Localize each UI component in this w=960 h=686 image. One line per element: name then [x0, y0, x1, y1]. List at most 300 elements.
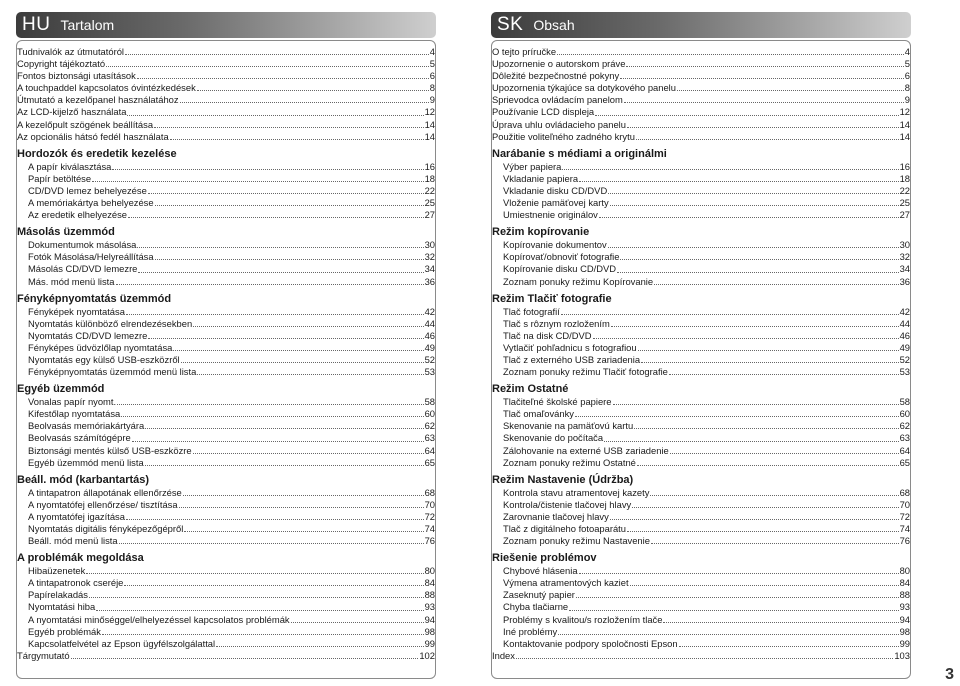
toc-entry-page: 44 — [899, 317, 910, 329]
toc-entry-page: 22 — [899, 184, 910, 196]
toc-entry-page: 64 — [424, 444, 435, 456]
toc-entry-page: 14 — [899, 130, 910, 142]
dot-leader — [599, 217, 899, 218]
toc-entry[interactable] — [492, 511, 910, 523]
toc-entry-title: Tlač fotografií — [503, 305, 560, 317]
toc-entry[interactable] — [17, 432, 435, 444]
toc-entry[interactable] — [492, 523, 910, 535]
toc-entry-title: Fényképek nyomtatása — [28, 305, 125, 317]
toc-entry-title: Papír betöltése — [28, 172, 92, 184]
toc-section-heading[interactable]: Narábanie s médiami a originálmi — [492, 147, 667, 160]
toc-entry[interactable] — [17, 209, 435, 221]
toc-entry-page: 12 — [424, 106, 435, 118]
toc-entry[interactable] — [17, 420, 435, 432]
toc-entry[interactable] — [17, 239, 435, 251]
toc-entry-title: Používanie LCD displeja — [492, 106, 595, 118]
toc-entry-page: 5 — [904, 58, 910, 70]
dot-leader — [611, 326, 899, 327]
toc-entry[interactable] — [17, 131, 435, 143]
toc-entry-title: Fényképes üdvözlőlap nyomtatása — [28, 341, 173, 353]
dot-leader — [92, 181, 424, 182]
toc-entry-title: Upozornenie o autorskom práve — [492, 58, 626, 70]
toc-entry-page: 53 — [424, 366, 435, 378]
dot-leader — [180, 102, 429, 103]
dot-leader — [125, 54, 429, 55]
toc-entry-page: 36 — [899, 275, 910, 287]
language-code: HU — [22, 14, 51, 35]
toc-entry-title: Kapcsolatfelvétel az Epson ügyfélszolgálattal — [28, 637, 216, 649]
dot-leader — [638, 350, 899, 351]
toc-entry[interactable] — [492, 306, 910, 318]
toc-entry-page: 52 — [424, 353, 435, 365]
dot-leader — [71, 658, 419, 659]
dot-leader — [137, 78, 429, 79]
toc-entry[interactable] — [17, 650, 435, 662]
toc-entry[interactable] — [492, 354, 910, 366]
toc-section-heading[interactable]: Másolás üzemmód — [17, 226, 115, 239]
toc-entry-page: 98 — [424, 625, 435, 637]
toc-entry-title: Nyomtatás digitális fényképezőgépről — [28, 523, 184, 534]
toc-entry[interactable] — [17, 70, 435, 82]
toc-entry-title: Tlač s rôznym rozložením — [503, 317, 610, 329]
toc-entry-page: 84 — [899, 577, 910, 589]
toc-entry[interactable] — [17, 601, 435, 613]
toc-entry[interactable] — [492, 276, 910, 288]
toc-entry[interactable] — [492, 82, 910, 94]
toc-box-hu — [16, 40, 436, 679]
toc-entry[interactable] — [492, 535, 910, 547]
toc-section-heading[interactable]: Režim Ostatné — [492, 383, 569, 396]
toc-entry-page: 6 — [904, 70, 910, 82]
toc-entry[interactable] — [492, 106, 910, 118]
dot-leader — [173, 350, 423, 351]
toc-entry-page: 46 — [899, 329, 910, 341]
toc-entry-page: 68 — [424, 486, 435, 498]
toc-entry-title: Kontrola stavu atramentovej kazety — [503, 486, 650, 498]
toc-entry-page: 80 — [424, 565, 435, 577]
dot-leader — [679, 646, 899, 647]
dot-leader — [569, 610, 898, 611]
toc-entry-title: A kezelőpult szögének beállítása — [17, 118, 154, 130]
toc-entry[interactable] — [17, 342, 435, 354]
dot-leader — [636, 139, 899, 140]
toc-entry[interactable] — [492, 614, 910, 626]
dot-leader — [516, 658, 893, 659]
dot-leader — [608, 193, 898, 194]
toc-entry-page: 30 — [899, 239, 910, 251]
toc-entry[interactable] — [492, 499, 910, 511]
toc-entry-title: A papír kiválasztása — [28, 160, 112, 172]
toc-entry-page: 16 — [424, 160, 435, 172]
dot-leader — [112, 169, 423, 170]
toc-entry-title: Kifestőlap nyomtatása — [28, 408, 121, 420]
toc-entry[interactable] — [492, 565, 910, 577]
toc-entry[interactable] — [492, 173, 910, 185]
dot-leader — [154, 127, 424, 128]
toc-entry-page: 93 — [899, 601, 910, 613]
toc-entry-title: Zoznam ponuky režimu Tlačiť fotografie — [503, 366, 668, 378]
toc-entry-page: 60 — [899, 408, 910, 420]
dot-leader — [89, 597, 424, 598]
toc-entry-page: 64 — [899, 444, 910, 456]
toc-entry-page: 63 — [424, 432, 435, 444]
toc-entry-title: Más. mód menü lista — [28, 275, 115, 287]
toc-entry-page: 93 — [424, 601, 435, 613]
toc-entry-page: 68 — [899, 486, 910, 498]
toc-entry[interactable] — [17, 589, 435, 601]
toc-entry[interactable] — [17, 396, 435, 408]
toc-entry-title: Zálohovanie na externé USB zariadenie — [503, 444, 669, 456]
toc-entry-page: 8 — [904, 82, 910, 94]
toc-entry[interactable] — [17, 445, 435, 457]
toc-entry-title: Beáll. mód menü lista — [28, 535, 118, 547]
dot-leader — [575, 416, 899, 417]
toc-section-heading[interactable]: Egyéb üzemmód — [17, 383, 105, 396]
toc-entry-title: Tárgymutató — [17, 649, 70, 661]
toc-entry-title: Vloženie pamäťovej karty — [503, 197, 609, 209]
toc-entry-page: 62 — [424, 420, 435, 432]
toc-entry-page: 52 — [899, 353, 910, 365]
toc-entry-title: Vonalas papír nyomt. — [28, 396, 117, 408]
toc-entry-title: Az LCD-kijelző használata — [17, 106, 127, 118]
toc-entry[interactable] — [17, 263, 435, 275]
toc-entry-page: 99 — [424, 637, 435, 649]
toc-entry[interactable] — [492, 318, 910, 330]
toc-entry-title: Tudnivalók az útmutatóról — [17, 46, 124, 57]
toc-column-sk — [491, 12, 911, 679]
toc-entry[interactable] — [492, 185, 910, 197]
toc-entry-page: 25 — [424, 197, 435, 209]
toc-entry[interactable] — [492, 94, 910, 106]
toc-entry[interactable] — [17, 106, 435, 118]
dot-leader — [620, 259, 898, 260]
dot-leader — [197, 374, 423, 375]
toc-entry-page: 98 — [899, 625, 910, 637]
toc-entry[interactable] — [492, 131, 910, 143]
toc-entry[interactable] — [492, 58, 910, 70]
dot-leader — [624, 102, 904, 103]
toc-entry[interactable] — [492, 650, 910, 662]
toc-entry-title: Másolás CD/DVD lemezre — [28, 263, 138, 275]
dot-leader — [677, 90, 904, 91]
toc-entry-title: Skenovanie do počítača — [503, 432, 604, 444]
toc-entry[interactable] — [492, 263, 910, 275]
toc-entry-page: 34 — [424, 263, 435, 275]
toc-entry-page: 76 — [899, 535, 910, 547]
toc-entry-title: Biztonsági mentés külső USB-eszközre — [28, 444, 192, 456]
toc-entry[interactable] — [17, 161, 435, 173]
toc-entry-title: Zoznam ponuky režimu Kopírovanie — [503, 275, 654, 287]
dot-leader — [670, 453, 899, 454]
toc-entry-title: Skenovanie na pamäťovú kartu — [503, 420, 634, 432]
toc-entry-page: 74 — [899, 523, 910, 534]
toc-entry-page: 32 — [424, 251, 435, 263]
toc-entry[interactable] — [17, 487, 435, 499]
toc-entry-title: Kontaktovanie podpory spoločnosti Epson — [503, 637, 678, 649]
toc-entry[interactable] — [17, 626, 435, 638]
toc-entry-title: Výber papiera — [503, 160, 562, 172]
toc-entry-page: 102 — [419, 649, 435, 661]
toc-entry-page: 4 — [904, 46, 910, 57]
toc-entry-title: A nyomtatási minőséggel/elhelyezéssel kapcsolatos problémák — [28, 613, 290, 625]
toc-entry-title: Chyba tlačiarne — [503, 601, 569, 613]
dot-leader — [148, 193, 424, 194]
toc-entry-title: Tlačiteľné školské papiere — [503, 396, 612, 408]
toc-entry[interactable] — [492, 487, 910, 499]
toc-entry-page: 5 — [429, 58, 435, 70]
toc-list-sk — [492, 46, 910, 662]
toc-entry-title: Az opcionális hátsó fedél használata — [17, 130, 169, 142]
toc-entry-page: 88 — [424, 589, 435, 601]
toc-entry-title: A tintapatronok cseréje — [28, 577, 124, 589]
toc-entry-page: 27 — [899, 209, 910, 221]
toc-entry-title: O tejto príručke — [492, 46, 557, 57]
toc-entry-title: Zaseknutý papier — [503, 589, 575, 601]
toc-entry-page: 8 — [429, 82, 435, 94]
toc-entry[interactable] — [492, 197, 910, 209]
dot-leader — [132, 441, 424, 442]
dot-leader — [124, 585, 423, 586]
dot-leader — [632, 507, 898, 508]
toc-entry[interactable] — [17, 614, 435, 626]
toc-entry-page: 18 — [899, 172, 910, 184]
toc-entry-title: Egyéb üzemmód menü lista — [28, 456, 144, 468]
toc-entry[interactable] — [17, 366, 435, 378]
dot-leader — [669, 374, 899, 375]
toc-box-sk — [491, 40, 911, 679]
toc-entry[interactable] — [17, 306, 435, 318]
toc-entry[interactable] — [17, 185, 435, 197]
toc-entry-page: 65 — [899, 456, 910, 468]
dot-leader — [193, 453, 424, 454]
toc-entry-title: Tlač z digitálneho fotoaparátu — [503, 523, 626, 534]
dot-leader — [626, 66, 903, 67]
toc-entry-page: 6 — [429, 70, 435, 82]
toc-entry-title: Sprievodca ovládacím panelom — [492, 94, 623, 106]
toc-entry-title: Chybové hlásenia — [503, 565, 578, 577]
toc-entry-page: 70 — [899, 498, 910, 510]
toc-header-hu — [16, 12, 436, 38]
toc-entry-page: 94 — [899, 613, 910, 625]
toc-entry-page: 103 — [894, 649, 910, 661]
dot-leader — [291, 622, 424, 623]
toc-header-sk — [491, 12, 911, 38]
toc-entry-page: 76 — [424, 535, 435, 547]
toc-entry-title: Copyright tájékoztató — [17, 58, 106, 70]
toc-entry-title: Nyomtatási hiba — [28, 601, 96, 613]
toc-entry-title: Dokumentumok másolása — [28, 239, 137, 251]
toc-entry-title: Upozornenia týkajúce sa dotykového panelu — [492, 82, 676, 94]
toc-entry-page: 84 — [424, 577, 435, 589]
toc-entry[interactable] — [17, 523, 435, 535]
toc-entry-page: 62 — [899, 420, 910, 432]
page-number: 3 — [945, 666, 954, 683]
dot-leader — [137, 247, 423, 248]
toc-entry[interactable] — [492, 408, 910, 420]
toc-entry-title: Vkladanie disku CD/DVD — [503, 184, 608, 196]
toc-entry[interactable] — [492, 396, 910, 408]
dot-leader — [193, 326, 423, 327]
toc-entry[interactable] — [17, 173, 435, 185]
toc-entry-page: 60 — [424, 408, 435, 420]
toc-title: Obsah — [533, 17, 575, 33]
toc-entry-page: 58 — [424, 396, 435, 408]
toc-entry-title: Fontos biztonsági utasítások — [17, 70, 136, 82]
toc-entry-page: 80 — [899, 565, 910, 577]
toc-entry-page: 25 — [899, 197, 910, 209]
toc-entry-page: 4 — [429, 46, 435, 57]
toc-entry[interactable] — [492, 239, 910, 251]
toc-entry[interactable] — [492, 119, 910, 131]
toc-entry[interactable] — [17, 330, 435, 342]
toc-entry[interactable] — [17, 46, 435, 58]
toc-entry-page: 27 — [424, 209, 435, 221]
dot-leader — [96, 610, 423, 611]
toc-entry[interactable] — [17, 457, 435, 469]
dot-leader — [145, 428, 423, 429]
toc-section-heading[interactable]: Režim kopírovanie — [492, 226, 590, 239]
toc-entry[interactable] — [492, 626, 910, 638]
toc-entry[interactable] — [17, 511, 435, 523]
toc-entry-page: 53 — [899, 366, 910, 378]
toc-entry[interactable] — [17, 354, 435, 366]
toc-entry[interactable] — [492, 46, 910, 58]
toc-entry-page: 99 — [899, 637, 910, 649]
toc-entry-page: 46 — [424, 329, 435, 341]
toc-entry-title: Zoznam ponuky režimu Nastavenie — [503, 535, 650, 547]
toc-entry[interactable] — [17, 119, 435, 131]
toc-entry-page: 63 — [899, 432, 910, 444]
toc-entry[interactable] — [17, 197, 435, 209]
dot-leader — [170, 139, 424, 140]
dot-leader — [557, 54, 904, 55]
toc-entry-title: Úprava uhlu ovládacieho panelu — [492, 118, 626, 130]
toc-entry-page: 58 — [899, 396, 910, 408]
toc-entry-title: Beolvasás memóriakártyára — [28, 420, 145, 432]
dot-leader — [630, 585, 899, 586]
dot-leader — [155, 259, 424, 260]
dot-leader — [620, 78, 904, 79]
toc-entry-title: Dôležité bezpečnostné pokyny — [492, 70, 620, 82]
dot-leader — [126, 314, 424, 315]
toc-entry-title: Az eredetik elhelyezése — [28, 209, 128, 221]
toc-entry[interactable] — [492, 445, 910, 457]
toc-section-heading[interactable]: Riešenie problémov — [492, 552, 597, 565]
toc-entry-page: 14 — [424, 118, 435, 130]
dot-leader — [102, 634, 424, 635]
dot-leader — [604, 441, 898, 442]
toc-entry-title: A tintapatron állapotának ellenőrzése — [28, 486, 182, 498]
dot-leader — [579, 573, 899, 574]
toc-entry[interactable] — [17, 535, 435, 547]
dot-leader — [595, 115, 898, 116]
toc-entry[interactable] — [492, 638, 910, 650]
dot-leader — [562, 169, 898, 170]
toc-entry-title: Vytlačiť pohľadnicu s fotografiou — [503, 341, 637, 353]
toc-list-hu — [17, 46, 435, 662]
toc-entry-title: A nyomtatófej ellenőrzése/ tisztítása — [28, 498, 178, 510]
toc-entry[interactable] — [17, 638, 435, 650]
toc-entry[interactable] — [492, 432, 910, 444]
toc-entry-title: Nyomtatás CD/DVD lemezre — [28, 329, 148, 341]
dot-leader — [617, 272, 898, 273]
toc-entry[interactable] — [17, 82, 435, 94]
toc-entry-title: Vkladanie papiera — [503, 172, 579, 184]
toc-entry-title: Fényképnyomtatás üzemmód menü lista — [28, 366, 197, 378]
dot-leader — [637, 465, 899, 466]
toc-section-heading[interactable]: A problémák megoldása — [17, 552, 144, 565]
toc-entry[interactable] — [492, 601, 910, 613]
dot-leader — [627, 531, 899, 532]
dot-leader — [116, 284, 424, 285]
toc-entry[interactable] — [492, 457, 910, 469]
dot-leader — [106, 66, 429, 67]
toc-entry[interactable] — [17, 318, 435, 330]
toc-entry[interactable] — [17, 577, 435, 589]
dot-leader — [121, 416, 423, 417]
toc-entry-title: Kopírovať/obnoviť fotografie — [503, 251, 620, 263]
toc-entry[interactable] — [17, 408, 435, 420]
toc-entry-page: 74 — [424, 523, 435, 534]
toc-entry[interactable] — [17, 276, 435, 288]
dot-leader — [181, 362, 424, 363]
toc-entry-page: 65 — [424, 456, 435, 468]
toc-entry[interactable] — [492, 366, 910, 378]
toc-entry-title: Iné problémy — [503, 625, 558, 637]
toc-entry[interactable] — [492, 589, 910, 601]
toc-section-heading[interactable]: Hordozók és eredetik kezelése — [17, 147, 177, 160]
toc-entry-title: A memóriakártya behelyezése — [28, 197, 154, 209]
dot-leader — [613, 404, 899, 405]
toc-entry-title: Fotók Másolása/Helyreállítása — [28, 251, 154, 263]
toc-section-heading[interactable]: Režim Tlačiť fotografie — [492, 292, 612, 305]
toc-entry-title: Tlač omaľovánky — [503, 408, 574, 420]
dot-leader — [126, 519, 424, 520]
dot-leader — [558, 634, 898, 635]
toc-entry[interactable] — [17, 565, 435, 577]
toc-entry-title: Výmena atramentových kaziet — [503, 577, 629, 589]
toc-entry-title: Hibaüzenetek — [28, 565, 86, 577]
toc-entry-page: 32 — [899, 251, 910, 263]
toc-entry[interactable] — [492, 251, 910, 263]
dot-leader — [610, 205, 899, 206]
toc-entry[interactable] — [492, 70, 910, 82]
toc-entry-title: Papírelakadás — [28, 589, 88, 601]
dot-leader — [593, 338, 899, 339]
toc-entry-title: Umiestnenie originálov — [503, 209, 598, 221]
toc-entry[interactable] — [492, 420, 910, 432]
toc-entry[interactable] — [492, 209, 910, 221]
toc-entry[interactable] — [17, 499, 435, 511]
toc-entry[interactable] — [17, 251, 435, 263]
toc-section-heading[interactable]: Beáll. mód (karbantartás) — [17, 473, 150, 486]
dot-leader — [197, 90, 429, 91]
toc-section-heading[interactable]: Režim Nastavenie (Údržba) — [492, 473, 634, 486]
toc-section-heading[interactable]: Fényképnyomtatás üzemmód — [17, 292, 172, 305]
dot-leader — [641, 362, 899, 363]
toc-entry-page: 9 — [904, 94, 910, 106]
toc-entry[interactable] — [17, 58, 435, 70]
toc-entry[interactable] — [492, 577, 910, 589]
dot-leader — [179, 507, 424, 508]
toc-entry-title: Použitie voliteľného zadného krytu — [492, 130, 635, 142]
toc-entry[interactable] — [492, 330, 910, 342]
toc-entry[interactable] — [492, 342, 910, 354]
toc-entry[interactable] — [17, 94, 435, 106]
toc-entry[interactable] — [492, 161, 910, 173]
toc-entry-page: 49 — [424, 341, 435, 353]
toc-entry-page: 70 — [424, 498, 435, 510]
